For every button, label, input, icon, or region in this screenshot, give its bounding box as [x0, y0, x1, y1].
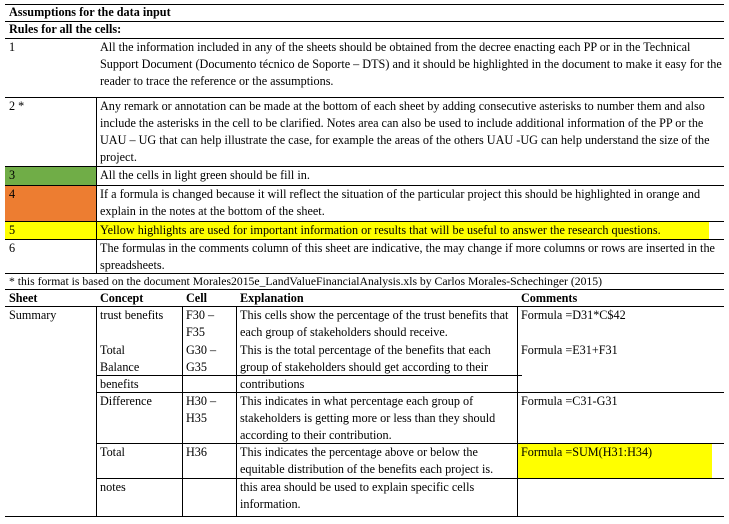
header-cell: Cell — [186, 291, 207, 305]
section-title: Assumptions for the data input — [9, 5, 171, 19]
table-row-explanation: This indicates the percentage above or below the equitable distribution of the benefits each project is. — [240, 445, 494, 476]
rule-1-text: All the information included in any of the sheets should be obtained from the decree enacting each PP or in the Technical Support Document (Documento técnico de Soporte – DTS) and it should be highlighted in the document to make it easy for the reader to trace the reference or the assumptions. — [100, 40, 722, 88]
table-row-concept: trust benefits — [100, 308, 164, 322]
rule-1-number: 1 — [9, 40, 16, 54]
table-row-cell: H36 — [186, 445, 207, 459]
rule-3-text: All the cells in light green should be fill in. — [100, 168, 310, 182]
header-concept: Concept — [100, 291, 144, 305]
table-row-comment: Formula =C31-G31 — [521, 394, 618, 408]
rule-4-number: 4 — [9, 187, 16, 201]
table-row-comment: Formula =E31+F31 — [521, 343, 618, 357]
rule-6-number: 6 — [9, 241, 16, 255]
rule-4-text: If a formula is changed because it will reflect the situation of the particular project this should be highlighted in orange and explain in the notes at the bottom of the sheet. — [100, 187, 701, 218]
rule-5-number: 5 — [9, 223, 16, 237]
rule-2-text: Any remark or annotation can be made at the bottom of each sheet by adding consecutive asterisks to number them and also include the asterisks in the cell to be clarified. Notes area can also be used to include additional information of the PP or the UAU – UG that can help illustrate the case, for example the areas of the others UAU -UG can help understand the size of the project. — [100, 99, 710, 164]
header-comments: Comments — [521, 291, 578, 305]
table-row-explanation: this area should be used to explain specific cells information. — [240, 480, 475, 511]
table-row-explanation: This indicates in what percentage each group of stakeholders is getting more or less than they should according to their contribution. — [240, 394, 496, 442]
rule-5-yellow-cell — [5, 222, 96, 239]
table-row-concept: Difference — [100, 394, 152, 408]
table-row-cell: F30 – F35 — [186, 308, 215, 339]
table-row-explanation: This is the total percentage of the benefits that each group of stakeholders should get according to their contributions — [240, 343, 491, 391]
rule-4-orange-cell — [5, 186, 96, 221]
table-row-explanation: This cells show the percentage of the trust benefits that each group of stakeholders should receive. — [240, 308, 509, 339]
table-row-concept: Total Balance benefits — [100, 343, 140, 391]
footnote: * this format is based on the document Morales2015e_LandValueFinancialAnalysis.xls by Carlos Morales-Schechinger (2015) — [9, 275, 603, 288]
rule-3-number: 3 — [9, 168, 16, 182]
table-row-cell: H30 – H35 — [186, 394, 217, 425]
table-row-cell: G30 – G35 — [186, 343, 217, 374]
table-row-concept: Total — [100, 445, 125, 459]
header-explanation: Explanation — [240, 291, 304, 305]
rule-3-green-cell — [5, 167, 96, 185]
rule-5-text: Yellow highlights are used for important information or results that will be useful to answer the research questions. — [100, 223, 661, 237]
table-row-comment: Formula =SUM(H31:H34) — [521, 445, 653, 459]
table-row-comment: Formula =D31*C$42 — [521, 308, 626, 322]
rule-2-number: 2 * — [9, 99, 25, 113]
rule-6-text: The formulas in the comments column of this sheet are indicative, the may change if more columns or rows are inserted in the spreadsheets. — [100, 241, 715, 272]
table-row-concept: notes — [100, 480, 126, 494]
table-row-sheet: Summary — [9, 308, 57, 322]
header-sheet: Sheet — [9, 291, 38, 305]
rules-heading: Rules for all the cells: — [9, 22, 122, 36]
